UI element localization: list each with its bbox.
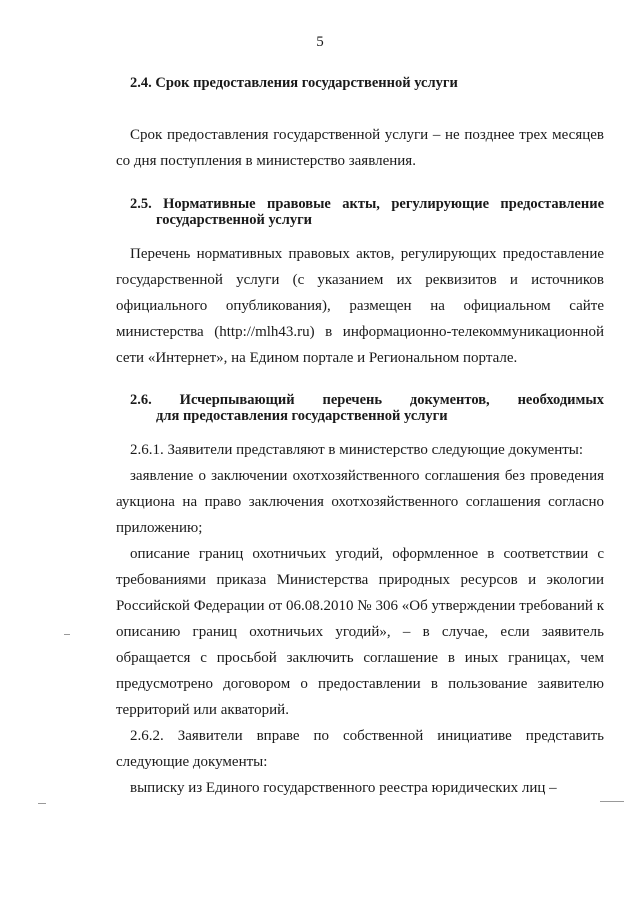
heading-line: 2.6. Исчерпывающий перечень документов, необходимых bbox=[130, 392, 604, 408]
paragraph-2-6-2: 2.6.2. Заявители вправе по собственной инициативе представить следующие документы: bbox=[116, 728, 604, 770]
paragraph-boundaries: описание границ охотничьих угодий, оформленное в соответствии с требованиями приказа Министерства природных ресурсов и экологии Российской Федерации от 06.08.2010 № 306 «Об утверждении требований к описанию границ охотничьих угодий», – в случае, если заявитель обращается с просьбой заключить соглашение в иных границах, чем предусмотрено договором о предоставлении в пользование заявителю территорий или акваторий. bbox=[116, 546, 604, 718]
paragraph-extract: выписку из Единого государственного реестра юридических лиц – bbox=[130, 780, 557, 796]
section-heading-2-4: 2.4. Срок предоставления государственной услуги bbox=[130, 75, 458, 91]
page-number: 5 bbox=[316, 34, 324, 50]
heading-line: государственной услуги bbox=[156, 212, 313, 228]
heading-line: 2.5. Нормативные правовые акты, регулирующие предоставление bbox=[130, 196, 604, 212]
paragraph-term: Срок предоставления государственной услуги – не позднее трех месяцев со дня поступления в министерство заявления. bbox=[116, 127, 604, 169]
scan-mark bbox=[600, 801, 624, 802]
paragraph-2-6-1: 2.6.1. Заявители представляют в министерство следующие документы: bbox=[130, 442, 584, 458]
scan-mark bbox=[64, 634, 70, 635]
heading-line: для предоставления государственной услуги bbox=[156, 408, 448, 424]
section-heading-2-5 bbox=[130, 196, 604, 228]
scan-mark bbox=[38, 803, 46, 804]
paragraph-legal-acts: Перечень нормативных правовых актов, регулирующих предоставление государственной услуги (с указанием их реквизитов и источников официального опубликования), размещен на официальном сайте министерства (http://mlh43.ru) в информационно-телекоммуникационной сети «Интернет», на Едином портале и Региональном портале. bbox=[116, 246, 604, 366]
section-heading-2-6 bbox=[130, 392, 604, 424]
paragraph-application: заявление о заключении охотхозяйственного соглашения без проведения аукциона на право заключения охотхозяйственного соглашения согласно приложению; bbox=[116, 468, 604, 536]
